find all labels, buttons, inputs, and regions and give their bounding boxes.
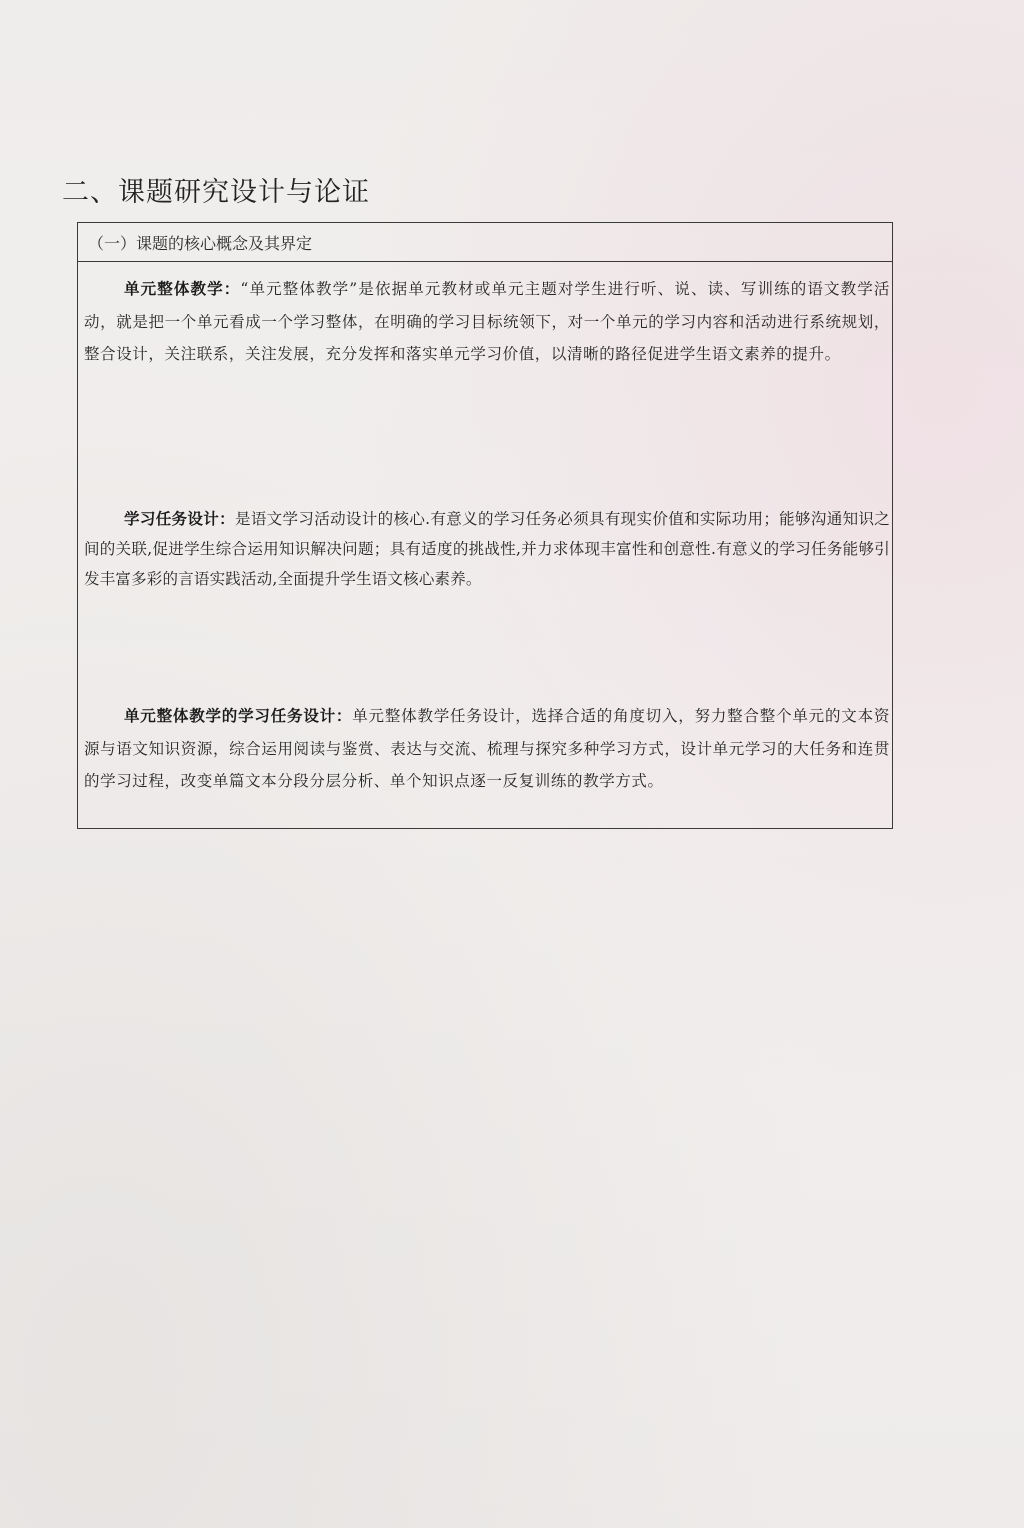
definition-term: 学习任务设计：	[124, 509, 235, 528]
definition-unit-task-design	[84, 700, 890, 798]
section-heading: 二、课题研究设计与论证	[62, 177, 370, 208]
definition-term: 单元整体教学的学习任务设计：	[124, 706, 353, 725]
core-concepts-table	[77, 222, 893, 829]
definition-text: “单元整体教学”是依据单元教材或单元主题对学生进行听、说、读、写训练的语文教学活动，就是把一个单元看成一个学习整体，在明确的学习目标统领下，对一个单元的学习内容和活动进行系统规划，整合设计，关注联系，关注发展，充分发挥和落实单元学习价值，以清晰的路径促进学生语文素养的提升。	[84, 280, 890, 363]
definition-term: 单元整体教学：	[124, 279, 241, 298]
definition-learning-task	[84, 504, 890, 594]
definition-text: 单元整体教学任务设计，选择合适的角度切入，努力整合整个单元的文本资源与语文知识资源，综合运用阅读与鉴赏、表达与交流、梳理与探究多种学习方式，设计单元学习的大任务和连贯的学习过程，改变单篇文本分段分层分析、单个知识点逐一反复训练的教学方式。	[84, 707, 890, 790]
table-header: （一）课题的核心概念及其界定	[78, 223, 892, 262]
definition-text: 是语文学习活动设计的核心.有意义的学习任务必须具有现实价值和实际功用；能够沟通知识之间的关联,促进学生综合运用知识解决问题；具有适度的挑战性,并力求体现丰富性和创意性.有意义的学习任务能够引发丰富多彩的言语实践活动,全面提升学生语文核心素养。	[84, 510, 890, 588]
definition-unit-teaching	[84, 273, 890, 371]
